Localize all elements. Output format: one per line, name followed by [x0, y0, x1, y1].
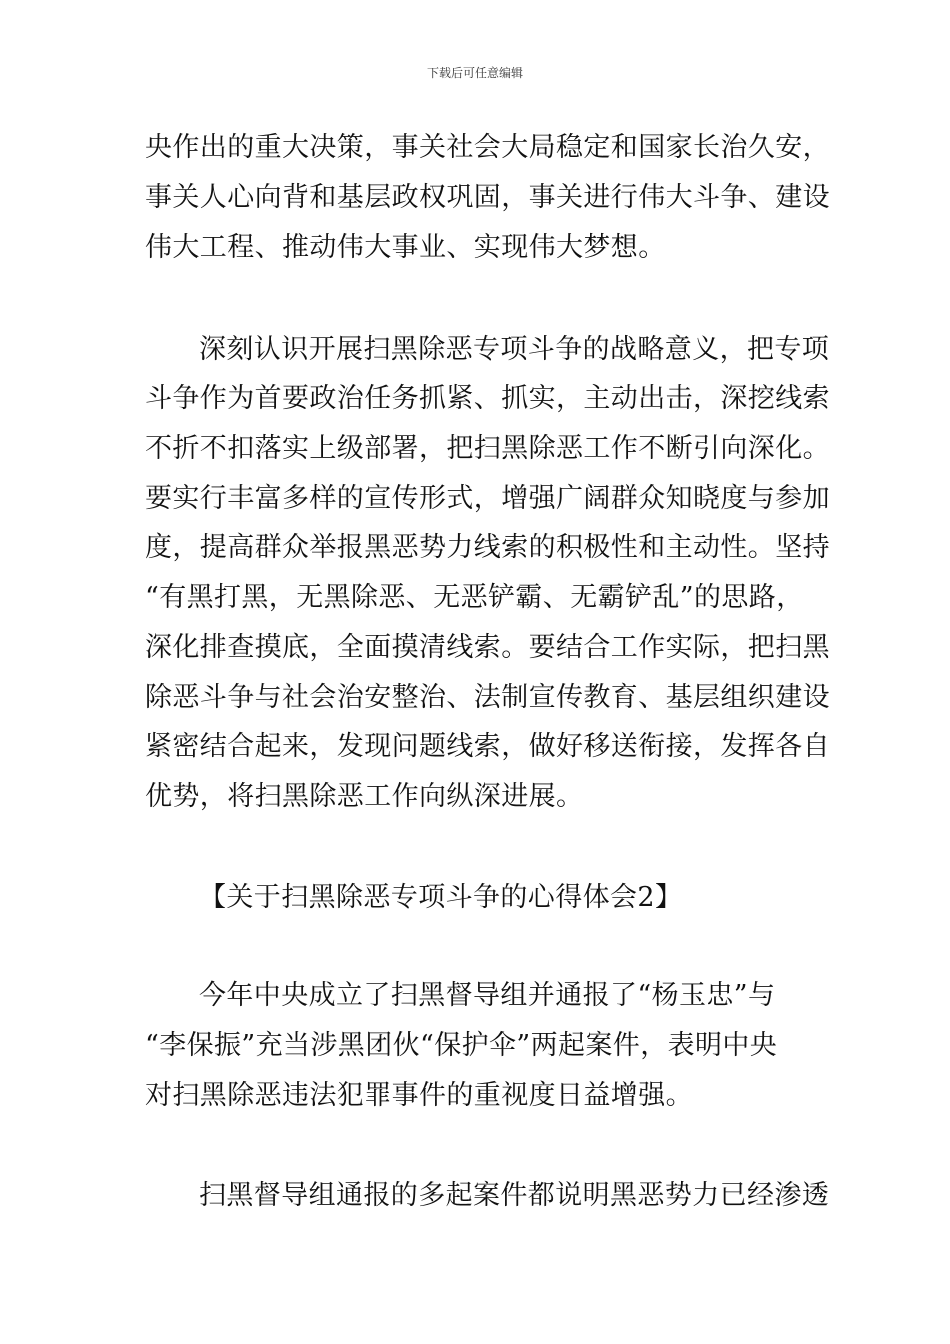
paragraph-line: 紧密结合起来，发现问题线索，做好移送衔接，发挥各自 [145, 731, 830, 762]
paragraph-line: 扫黑督导组通报的多起案件都说明黑恶势力已经渗透 [199, 1180, 830, 1211]
section-heading: 【关于扫黑除恶专项斗争的心得体会2】 [199, 882, 683, 913]
paragraph-line: 斗争作为首要政治任务抓紧、抓实，主动出击，深挖线索 [145, 383, 830, 414]
paragraph-line: 深化排查摸底，全面摸清线索。要结合工作实际，把扫黑 [145, 632, 830, 663]
paragraph-line: “李保振”充当涉黑团伙“保护伞”两起案件，表明中央 [145, 1030, 778, 1061]
paragraph-line: 事关人心向背和基层政权巩固，事关进行伟大斗争、建设 [145, 182, 830, 213]
paragraph-line: “有黑打黑，无黑除恶、无恶铲霸、无霸铲乱”的思路， [145, 582, 804, 613]
paragraph-line: 优势，将扫黑除恶工作向纵深进展。 [145, 781, 584, 812]
paragraph-line: 今年中央成立了扫黑督导组并通报了“杨玉忠”与 [199, 980, 776, 1011]
paragraph-line: 度，提高群众举报黑恶势力线索的积极性和主动性。坚持 [145, 532, 830, 563]
paragraph-line: 对扫黑除恶违法犯罪事件的重视度日益增强。 [145, 1080, 693, 1111]
paragraph-line: 央作出的重大决策，事关社会大局稳定和国家长治久安， [145, 132, 830, 163]
paragraph-line: 深刻认识开展扫黑除恶专项斗争的战略意义，把专项 [199, 334, 830, 365]
page-header-note: 下载后可任意编辑 [426, 66, 523, 80]
paragraph-line: 不折不扣落实上级部署，把扫黑除恶工作不断引向深化。 [145, 433, 830, 464]
paragraph-line: 除恶斗争与社会治安整治、法制宣传教育、基层组织建设 [145, 682, 830, 713]
paragraph-line: 伟大工程、推动伟大事业、实现伟大梦想。 [145, 232, 666, 263]
paragraph-line: 要实行丰富多样的宣传形式，增强广阔群众知晓度与参加 [145, 483, 830, 514]
